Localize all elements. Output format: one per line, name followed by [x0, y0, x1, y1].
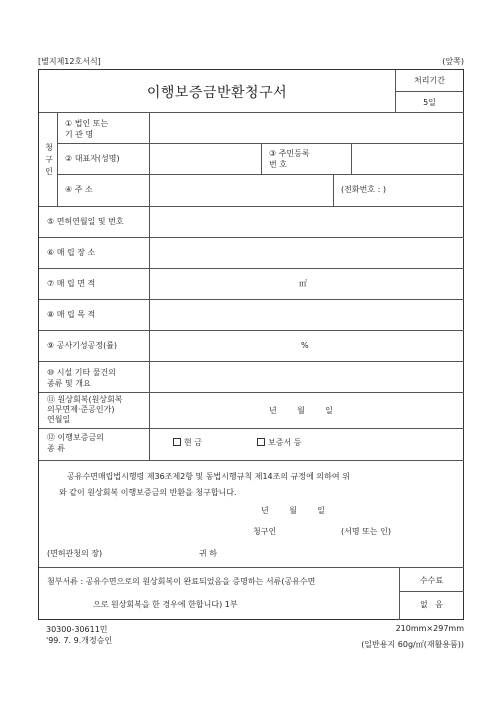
address-field[interactable]	[151, 176, 331, 204]
restore-date-field[interactable]: 년 월 일	[269, 406, 333, 415]
form-number: [별지제12호서식]	[38, 57, 101, 66]
form-title: 이행보증금반환청구서	[146, 85, 288, 101]
fee-label: 수수료	[419, 576, 444, 585]
deposit-type-label: ⑫ 이행보증금의 종 류	[47, 433, 104, 453]
applicant-group-label: 청 구 인	[45, 143, 53, 176]
application-form	[38, 69, 464, 620]
page-side-label: (앞쪽)	[442, 57, 464, 66]
area-unit: ㎡	[299, 279, 307, 288]
approval-date: '99. 7. 9.개정승인	[46, 636, 113, 645]
corp-name-label: ① 법인 또는 기 관 명	[65, 119, 109, 139]
site-label: ⑥ 매 립 장 소	[47, 248, 96, 257]
corp-name-field[interactable]	[151, 114, 461, 142]
progress-label: ⑨ 공사기성공정(률)	[47, 341, 118, 350]
license-date-field[interactable]	[151, 208, 461, 236]
paper-size: 210mm×297mm	[395, 624, 464, 633]
phone-label: (전화번호 : )	[341, 185, 386, 194]
site-field[interactable]	[151, 239, 461, 267]
purpose-label: ⑧ 매 립 목 적	[47, 310, 96, 319]
cash-checkbox[interactable]	[173, 438, 181, 446]
purpose-field[interactable]	[151, 301, 461, 329]
statement-date[interactable]: 년 월 일	[261, 506, 325, 515]
processing-period-label: 처리기간	[414, 76, 445, 85]
honorific-label: 귀 하	[199, 549, 217, 558]
cash-option-label: 현 금	[184, 438, 202, 447]
sign-or-seal-label: (서명 또는 인)	[341, 527, 391, 536]
license-date-label: ⑤ 면허연월일 및 번호	[47, 217, 124, 226]
facilities-label: ⑩ 시설 기타 물건의 종류 및 개요	[47, 368, 116, 388]
progress-field[interactable]	[151, 332, 291, 360]
progress-unit: %	[301, 341, 309, 350]
restore-date-label: ⑪ 원상회복(원상회복 의무면제·준공인가) 연월일	[47, 395, 123, 424]
form-code: 30300-30611민	[46, 625, 108, 634]
facilities-field[interactable]	[151, 363, 461, 391]
insurance-checkbox[interactable]	[257, 438, 265, 446]
statement-line-2: 와 같이 원상회복 이행보증금의 반환을 청구합니다.	[59, 488, 237, 497]
insurance-option[interactable]	[257, 438, 301, 448]
address-label: ④ 주 소	[65, 185, 93, 194]
applicant-sign-label: 청구인	[253, 527, 277, 536]
area-label: ⑦ 매 립 면 적	[47, 279, 96, 288]
insurance-option-label: 보증서 등	[268, 438, 302, 447]
authority-label: (면허관청의 장)	[47, 549, 103, 558]
attachments-line-2: 으로 원상회복을 한 경우에 한합니다) 1부	[93, 600, 238, 609]
reg-no-label: ③ 주민등록 번 호	[269, 149, 310, 169]
attachments-line-1: 첨부서류 : 공유수면으로의 원상회복이 완료되었음을 증명하는 서류(공유수면	[47, 577, 316, 586]
rep-name-field[interactable]	[151, 145, 259, 173]
fee-value: 없 음	[419, 600, 444, 609]
rep-name-label: ② 대표자(성명)	[65, 154, 120, 163]
processing-period-value: 5일	[423, 98, 436, 107]
cash-option[interactable]	[173, 438, 202, 448]
area-field[interactable]	[151, 270, 291, 298]
paper-spec: (일반용지 60g/㎡(재활용품))	[361, 640, 464, 649]
statement-line-1: 공유수면매립법시행령 제36조제2항 및 동법시행규칙 제14조의 규정에 의하여 위	[67, 472, 350, 481]
reg-no-field[interactable]	[353, 145, 461, 173]
